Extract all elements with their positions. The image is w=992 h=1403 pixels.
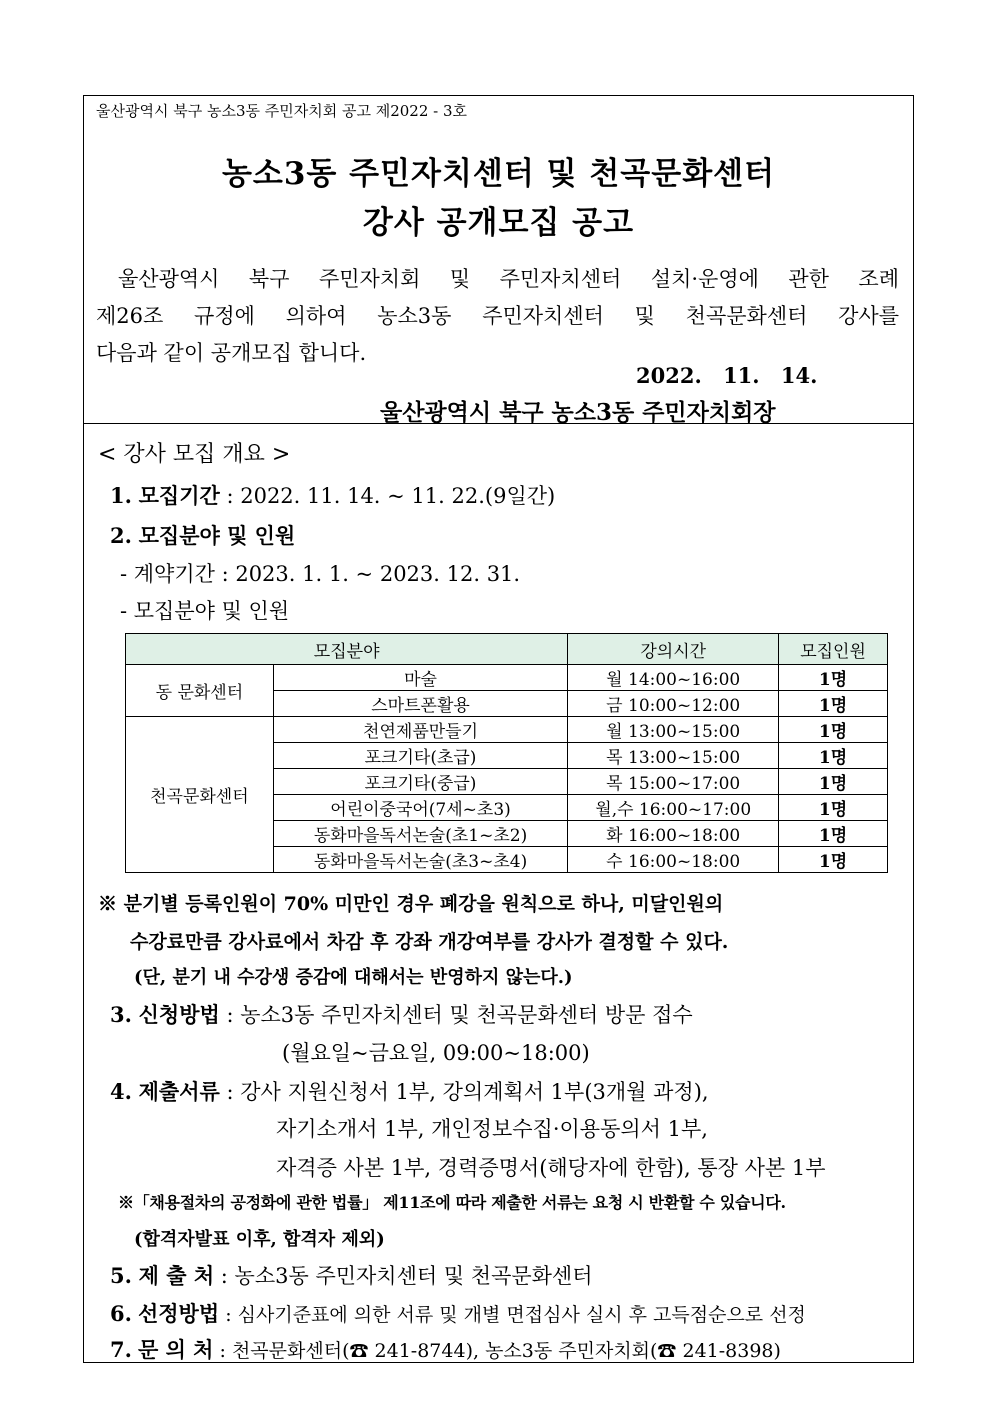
row-time: 목 15:00~17:00 xyxy=(568,769,779,795)
contract-period: - 계약기간 : 2023. 1. 1. ~ 2023. 12. 31. xyxy=(120,562,521,586)
section-4-value-3: 자격증 사본 1부, 경력증명서(해당자에 한함), 통장 사본 1부 xyxy=(276,1156,826,1180)
row-time: 월 14:00~16:00 xyxy=(568,665,779,691)
section-divider xyxy=(84,423,913,424)
section-3-number: 3. xyxy=(110,1002,132,1027)
recruit-subtitle: - 모집분야 및 인원 xyxy=(120,599,290,623)
row-field: 동화마을독서논술(초3~초4) xyxy=(273,847,568,873)
section-2 xyxy=(110,520,295,550)
row-time: 화 16:00~18:00 xyxy=(568,821,779,847)
title-line-1: 농소3동 주민자치센터 및 천곡문화센터 xyxy=(221,156,776,192)
row-time: 목 13:00~15:00 xyxy=(568,743,779,769)
row-count: 1명 xyxy=(779,743,888,769)
note-return-line-1: ※「채용절차의 공정화에 관한 법률」 제11조에 따라 제출한 서류는 요청 시 반환할 수 있습니다. xyxy=(118,1193,786,1212)
section-1-number: 1. xyxy=(110,483,132,508)
section-3-label: 신청방법 xyxy=(138,1002,220,1027)
section-6-value: : 심사기준표에 의한 서류 및 개별 면접심사 실시 후 고득점순으로 선정 xyxy=(225,1304,806,1326)
section-2-label: 모집분야 및 인원 xyxy=(138,523,296,548)
note-closing-line-3: (단, 분기 내 수강생 증감에 대해서는 반영하지 않는다.) xyxy=(134,967,573,988)
section-5-value: : 농소3동 주민자치센터 및 천곡문화센터 xyxy=(220,1264,593,1288)
note-return-line-2: (합격자발표 이후, 합격자 제외) xyxy=(134,1229,385,1250)
recruit-table xyxy=(125,633,888,873)
section-3 xyxy=(110,999,693,1029)
section-6 xyxy=(110,1298,806,1328)
section-4 xyxy=(110,1076,709,1106)
section-7-value: : 천곡문화센터(☎ 241-8744), 농소3동 주민자치회(☎ 241-8398) xyxy=(219,1340,781,1362)
section-2-number: 2. xyxy=(110,523,132,548)
section-5-label: 제 출 처 xyxy=(138,1263,215,1288)
note-closing-line-2: 수강료만큼 강사료에서 차감 후 강좌 개강여부를 강사가 결정할 수 있다. xyxy=(130,931,729,953)
row-count: 1명 xyxy=(779,769,888,795)
section-7-number: 7. xyxy=(110,1337,132,1362)
row-time: 금 10:00~12:00 xyxy=(568,691,779,717)
intro-line-3: 다음과 같이 공개모집 합니다. xyxy=(96,341,367,365)
row-field: 동화마을독서논술(초1~초2) xyxy=(273,821,568,847)
table-row xyxy=(126,717,888,743)
section-4-value: : 강사 지원신청서 1부, 강의계획서 1부(3개월 과정), xyxy=(226,1080,709,1104)
group-dong-culture-center: 동 문화센터 xyxy=(126,665,274,717)
section-1-label: 모집기간 xyxy=(138,483,220,508)
section-1 xyxy=(110,480,555,510)
row-time: 월,수 16:00~17:00 xyxy=(568,795,779,821)
row-time: 수 16:00~18:00 xyxy=(568,847,779,873)
section-3-value-2: (월요일~금요일, 09:00~18:00) xyxy=(282,1041,590,1065)
notice-frame xyxy=(83,95,914,1363)
row-field: 마술 xyxy=(273,665,568,691)
row-count: 1명 xyxy=(779,795,888,821)
title-line-2: 강사 공개모집 공고 xyxy=(362,205,635,241)
row-time: 월 13:00~15:00 xyxy=(568,717,779,743)
row-field: 포크기타(중급) xyxy=(273,769,568,795)
row-field: 스마트폰활용 xyxy=(273,691,568,717)
row-field: 포크기타(초급) xyxy=(273,743,568,769)
header-count: 모집인원 xyxy=(779,634,888,665)
section-5 xyxy=(110,1260,593,1290)
section-1-value: : 2022. 11. 14. ~ 11. 22.(9일간) xyxy=(226,484,556,508)
row-count: 1명 xyxy=(779,821,888,847)
table-header-row xyxy=(126,634,888,665)
overview-title: < 강사 모집 개요 > xyxy=(98,442,291,467)
row-field: 어린이중국어(7세~초3) xyxy=(273,795,568,821)
section-4-value-2: 자기소개서 1부, 개인정보수집·이용동의서 1부, xyxy=(276,1117,708,1141)
section-4-label: 제출서류 xyxy=(138,1079,220,1104)
header-field: 모집분야 xyxy=(126,634,568,665)
section-7-label: 문 의 처 xyxy=(137,1337,214,1362)
section-6-number: 6. xyxy=(110,1301,132,1326)
section-7 xyxy=(110,1334,781,1364)
section-3-value: : 농소3동 주민자치센터 및 천곡문화센터 방문 접수 xyxy=(226,1003,693,1027)
row-count: 1명 xyxy=(779,847,888,873)
row-count: 1명 xyxy=(779,691,888,717)
intro-line-2: 제26조 규정에 의하여 농소3동 주민자치센터 및 천곡문화센터 강사를 xyxy=(96,304,899,328)
section-5-number: 5. xyxy=(110,1263,132,1288)
group-cheongok-culture-center: 천곡문화센터 xyxy=(126,717,274,873)
signer: 울산광역시 북구 농소3동 주민자치회장 xyxy=(380,399,776,426)
row-field: 천연제품만들기 xyxy=(273,717,568,743)
note-closing-line-1: ※ 분기별 등록인원이 70% 미만인 경우 폐강을 원칙으로 하나, 미달인원의 xyxy=(98,893,724,915)
table-row xyxy=(126,665,888,691)
row-count: 1명 xyxy=(779,665,888,691)
section-6-label: 선정방법 xyxy=(137,1301,220,1326)
section-4-number: 4. xyxy=(110,1079,132,1104)
notice-date: 2022. 11. 14. xyxy=(636,363,818,388)
header-time: 강의시간 xyxy=(568,634,779,665)
row-count: 1명 xyxy=(779,717,888,743)
notice-number: 울산광역시 북구 농소3동 주민자치회 공고 제2022 - 3호 xyxy=(96,102,468,120)
intro-line-1: 울산광역시 북구 주민자치회 및 주민자치센터 설치·운영에 관한 조례 xyxy=(118,267,899,291)
